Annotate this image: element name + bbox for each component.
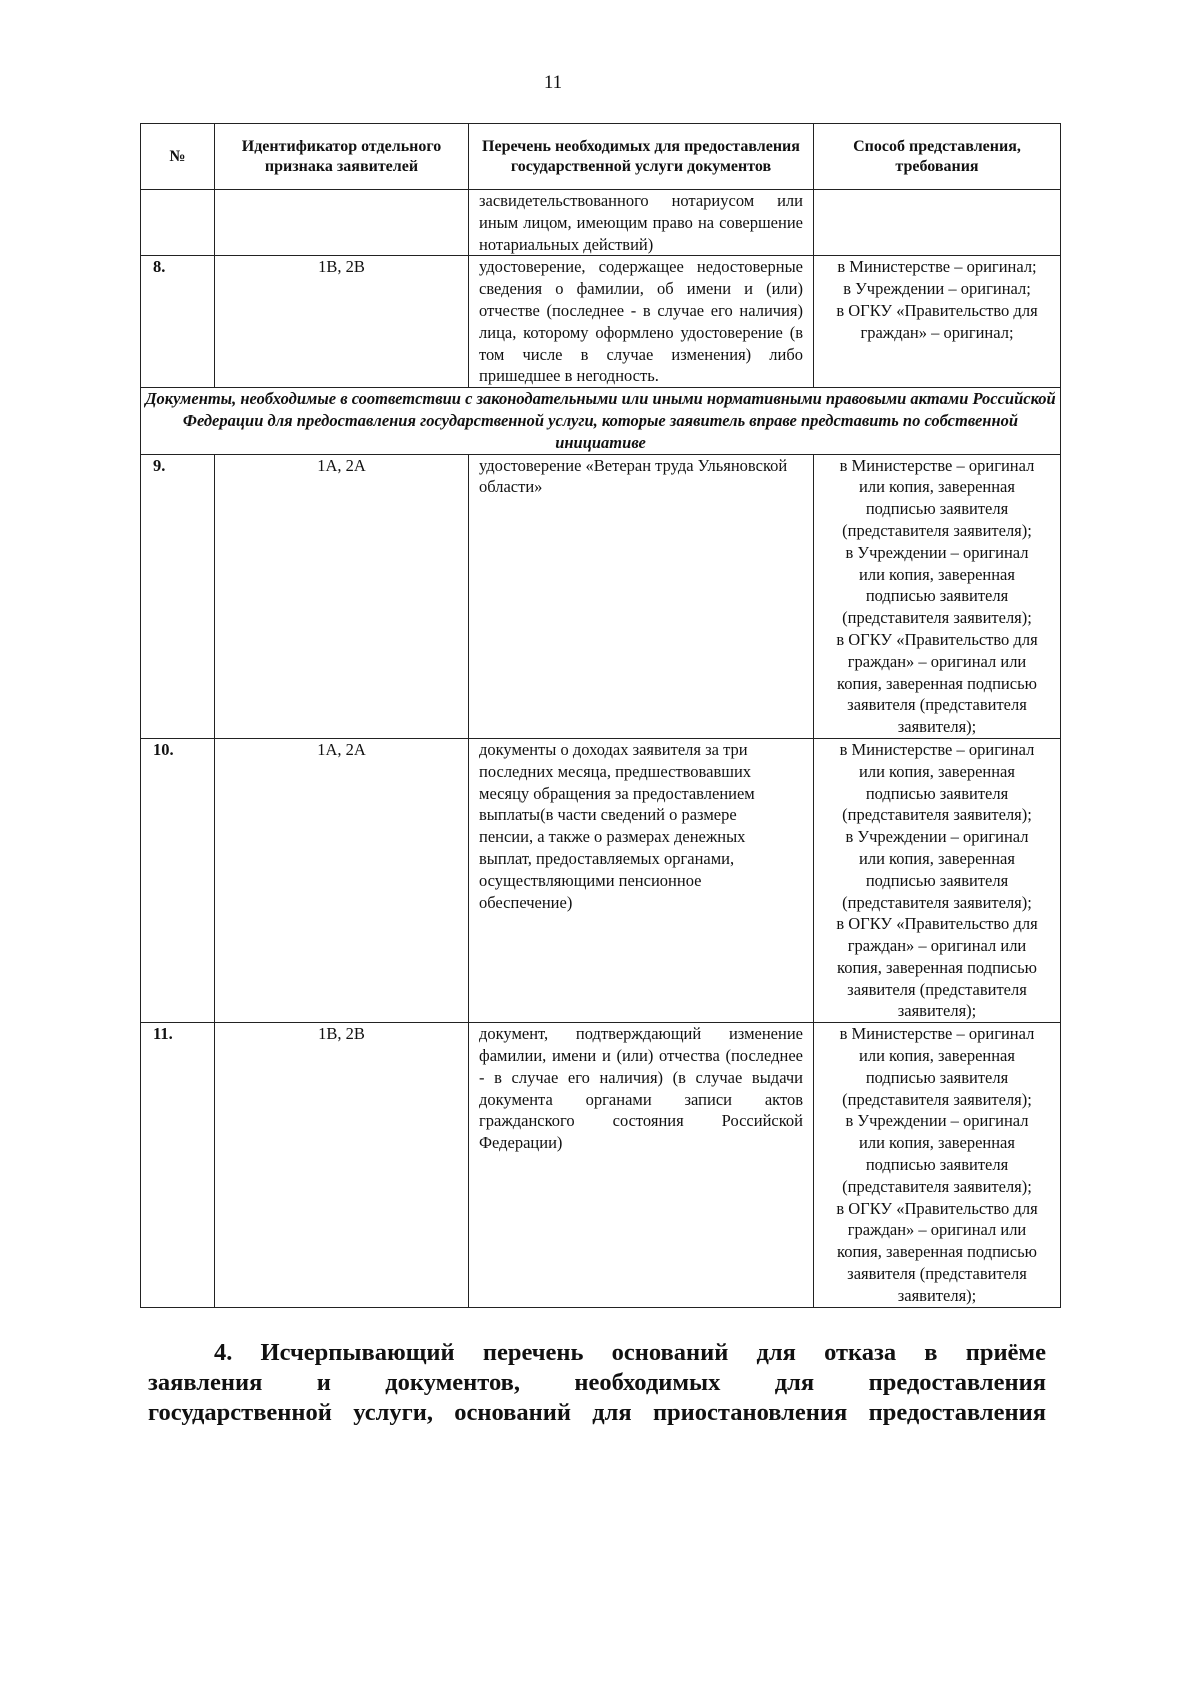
- cell-line: копия, заверенная подписью: [837, 957, 1037, 977]
- cell-identifier: [215, 190, 469, 256]
- cell-documents: удостоверение «Ветеран труда Ульяновской области»: [469, 454, 814, 738]
- cell-line: подписью заявителя: [865, 586, 1009, 606]
- cell-line: подписью заявителя: [865, 870, 1009, 890]
- cell-num: 8.: [141, 256, 215, 388]
- section-title: Документы, необходимые в соответствии с законодательными или иными нормативными правовыми актами Российской Федерации для предоставления государственной услуги, которые заявитель вправе представить по собственной инициативе: [141, 388, 1061, 454]
- cell-line: выплат, предоставляемых органами,: [479, 848, 735, 868]
- cell-line: (представителя заявителя);: [842, 608, 1032, 628]
- cell-num: [141, 190, 215, 256]
- section-heading-line: 4. Исчерпывающий перечень оснований для отказа в приёме: [214, 1339, 1046, 1366]
- cell-identifier: 1А, 2А: [215, 454, 469, 738]
- cell-line: (представителя заявителя);: [842, 805, 1032, 825]
- cell-line: подписью заявителя: [865, 1155, 1009, 1175]
- cell-line: документы о доходах заявителя за три: [479, 739, 748, 759]
- cell-line: подписью заявителя: [865, 1067, 1009, 1087]
- cell-line: в Учреждении – оригинал: [845, 1111, 1029, 1131]
- cell-line: заявителя (представителя: [847, 695, 1027, 715]
- cell-method: [814, 256, 1061, 388]
- section-row: [141, 388, 1061, 454]
- cell-line: или копия, заверенная: [859, 564, 1015, 584]
- cell-line: месяцу обращения за предоставлением: [479, 783, 755, 803]
- table-row-continuation: [141, 190, 1061, 256]
- cell-line: заявителя);: [897, 1285, 977, 1305]
- table-row-9: [141, 454, 1061, 738]
- cell-line: или копия, заверенная: [859, 1046, 1015, 1066]
- section-heading-line: заявления и документов, необходимых для предоставления: [148, 1369, 1046, 1396]
- header-method: Способ представления, требования: [814, 124, 1061, 190]
- method-line: в Учреждении – оригинал;: [843, 279, 1031, 299]
- cell-line: пенсии, а также о размерах денежных: [479, 827, 746, 847]
- cell-documents: документ, подтверждающий изменение фамилии, имени и (или) отчества (последнее - в случае его наличия) (в случае выдачи документа органами записи актов гражданского состояния Российской Федерации): [469, 1023, 814, 1307]
- cell-line: в Министерстве – оригинал: [839, 739, 1035, 759]
- documents-table: [140, 123, 1061, 1308]
- cell-num: 9.: [141, 454, 215, 738]
- cell-line: осуществляющими пенсионное: [479, 870, 702, 890]
- cell-num: 10.: [141, 738, 215, 1022]
- cell-line: заявителя);: [897, 717, 977, 737]
- cell-line: подписью заявителя: [865, 783, 1009, 803]
- cell-line: (представителя заявителя);: [842, 892, 1032, 912]
- header-identifier: Идентификатор отдельного признака заявителей: [215, 124, 469, 190]
- cell-identifier: 1А, 2А: [215, 738, 469, 1022]
- table-header-row: [141, 124, 1061, 190]
- cell-line: (представителя заявителя);: [842, 1089, 1032, 1109]
- table-row-11: [141, 1023, 1061, 1307]
- cell-line: копия, заверенная подписью: [837, 673, 1037, 693]
- table-row-10: [141, 738, 1061, 1022]
- cell-line: или копия, заверенная: [859, 848, 1015, 868]
- section-heading: [148, 1338, 1046, 1428]
- cell-line: в ОГКУ «Правительство для: [836, 629, 1038, 649]
- page-number: 11: [543, 72, 563, 93]
- cell-line: или копия, заверенная: [859, 1133, 1015, 1153]
- cell-line: заявителя);: [897, 1001, 977, 1021]
- cell-documents: [469, 738, 814, 1022]
- cell-line: выплаты(в части сведений о размере: [479, 805, 737, 825]
- cell-line: подписью заявителя: [865, 499, 1009, 519]
- cell-line: или копия, заверенная: [859, 761, 1015, 781]
- cell-line: в Министерстве – оригинал: [839, 1024, 1035, 1044]
- cell-line: граждан» – оригинал или: [847, 936, 1027, 956]
- cell-method: [814, 454, 1061, 738]
- cell-method: [814, 190, 1061, 256]
- section-heading-line: государственной услуги, оснований для приостановления предоставления: [148, 1399, 1046, 1426]
- cell-line: граждан» – оригинал или: [847, 1220, 1027, 1240]
- method-line: в ОГКУ «Правительство для граждан» – оригинал;: [836, 300, 1038, 342]
- cell-line: (представителя заявителя);: [842, 520, 1032, 540]
- header-documents: Перечень необходимых для предоставления государственной услуги документов: [469, 124, 814, 190]
- method-line: в Министерстве – оригинал;: [837, 257, 1037, 277]
- cell-line: в Учреждении – оригинал: [845, 542, 1029, 562]
- cell-identifier: 1В, 2В: [215, 1023, 469, 1307]
- cell-documents: удостоверение, содержащее недостоверные сведения о фамилии, об имени и (или) отчестве (последнее - в случае его наличия) лица, которому оформлено удостоверение (в том числе в случае изменения) либо пришедшее в негодность.: [469, 256, 814, 388]
- header-num: №: [141, 124, 215, 190]
- cell-line: (представителя заявителя);: [842, 1176, 1032, 1196]
- cell-documents: засвидетельствованного нотариусом или иным лицом, имеющим право на совершение нотариальных действий): [469, 190, 814, 256]
- cell-line: заявителя (представителя: [847, 979, 1027, 999]
- cell-line: в ОГКУ «Правительство для: [836, 914, 1038, 934]
- cell-method: [814, 1023, 1061, 1307]
- cell-line: заявителя (представителя: [847, 1264, 1027, 1284]
- cell-line: копия, заверенная подписью: [837, 1242, 1037, 1262]
- cell-line: граждан» – оригинал или: [847, 651, 1027, 671]
- cell-line: в ОГКУ «Правительство для: [836, 1198, 1038, 1218]
- cell-num: 11.: [141, 1023, 215, 1307]
- cell-line: или копия, заверенная: [859, 477, 1015, 497]
- table-row-8: [141, 256, 1061, 388]
- cell-line: в Учреждении – оригинал: [845, 827, 1029, 847]
- cell-line: в Министерстве – оригинал: [839, 455, 1035, 475]
- cell-method: [814, 738, 1061, 1022]
- cell-line: последних месяца, предшествовавших: [479, 761, 752, 781]
- cell-line: обеспечение): [479, 892, 573, 912]
- cell-identifier: 1В, 2В: [215, 256, 469, 388]
